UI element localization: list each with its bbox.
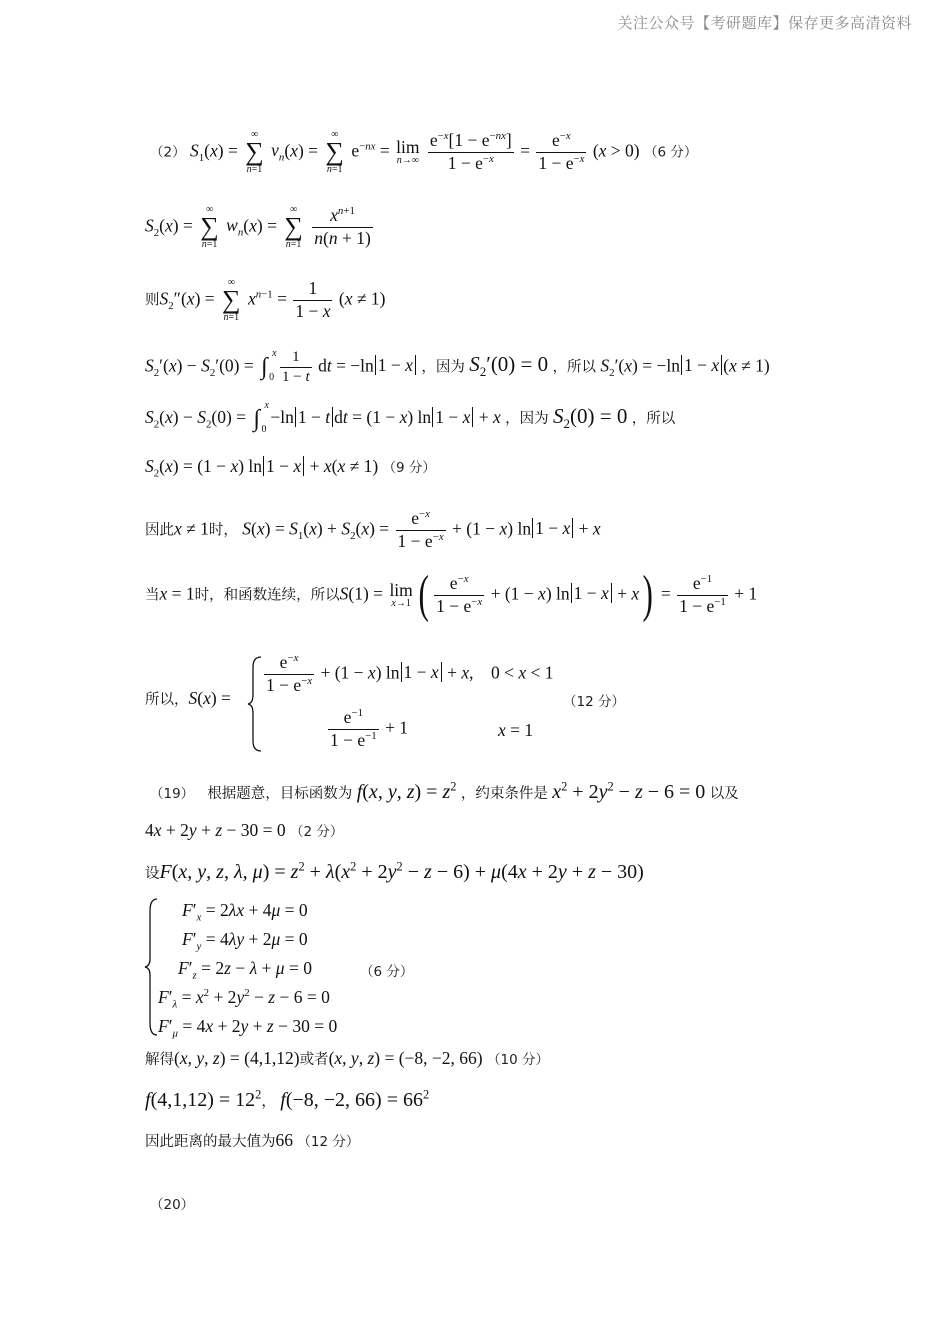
sum-function-line: 因此x ≠ 1时， $S(x) = S_1(x) + S_2(x)$ = $\frac{e^{-x}}{1 - e^{-x}}$ + (1 − x) ln 1 − x + x: [145, 508, 601, 551]
p19-label: （19）: [150, 786, 195, 802]
max-text: 因此距离的最大值为: [145, 1134, 276, 1150]
score-12b: （12 分）: [297, 1134, 360, 1150]
score-9: （9 分）: [382, 460, 436, 476]
so-label: 所以，: [145, 692, 189, 708]
at-one-label: 当: [145, 587, 160, 604]
s2-first-derivative-line: $S_2'(x) - S_2'(0)$ = ∫ x 0 $\frac{1}{1 - t}$ dt = −ln 1 − x ，因为 $S_2'(0) = 0$ ，所以 $S_2'(x) = -\ln$ 1 − x (x ≠ 1): [145, 348, 770, 385]
eq-fz: $F'_z = 2z - \lambda + \mu = 0$: [178, 958, 312, 982]
therefore-label: 因此: [145, 522, 174, 539]
solve-label: 解得: [145, 1052, 174, 1068]
score-6b: （6 分）: [360, 964, 414, 980]
score-6: （6 分）: [644, 144, 698, 161]
at-one-text: 时，和函数连续，所以: [194, 587, 340, 604]
solution-line: 解得(x, y, z) = (4,1,12)或者(x, y, z) = (−8, −2, 66) （10 分）: [145, 1048, 549, 1068]
lagrangian-line: 设F(x, y, z, λ, $\mu) = z^2 + \lambda(x^2 + 2y^2 - z - 6) + \mu(4x + 2y + z - 30)$: [145, 859, 644, 883]
piecewise-case-2-condition: x = 1: [498, 720, 534, 740]
continuity-line: 当x = 1时，和函数连续，所以S(1) = lim x→1 ( $\frac{e^{-x}}{1 - e^{-x}}$ + (1 − x) ln 1 − x + x) = $\frac{e^{-1}}{1 - e^{-1}}$ + 1: [145, 566, 758, 623]
piecewise-label-line: 所以，S(x) =: [145, 688, 231, 708]
s2-result-line: $S_2(x) = (1 - x)$ ln 1 − x + x(x ≠ 1) （9 分）: [145, 456, 436, 480]
conclusion-line: [145, 1132, 359, 1150]
p19-intro-line: （19） 根据题意，目标函数为 f(x, y, $z) = z^2$ ，约束条件是 $x^2 + 2y^2 - z - 6 = 0$ 以及: [150, 779, 739, 803]
let-label: 设: [145, 866, 160, 882]
because-text: ，因为: [421, 359, 465, 376]
p19-constraint-2-line: 4x + 2y + z − 30 = 0 （2 分）: [145, 820, 344, 840]
p20-line: [150, 1195, 194, 1213]
system-brace: [143, 897, 159, 1037]
max-value: 66: [275, 1130, 293, 1150]
watermark: 关注公众号【考研题库】保存更多高清资料: [617, 14, 912, 32]
score-2: （2 分）: [290, 824, 344, 840]
so-text-2: ，所以: [631, 411, 676, 427]
piecewise-case-2: $\frac{e^{-1}}{1 - e^{-1}}$ + 1: [330, 707, 409, 750]
s2-formula-line: $S_2(x)$ = ∞ ∑ n=1 $w_n(x)$ = ∞ ∑ n=1 $\frac{x^{n+1}}{n(n + 1)}$: [145, 204, 371, 250]
piecewise-brace: [247, 655, 263, 753]
s1-formula-line: （2） $S_1(x)$ = ∞ ∑ n=1 $v_n(x)$ = ∞ ∑ n=1 $e^{-nx} = \lim$ n→∞ $\frac{e^{-x}[1 - e^{-nx}]}{1 - e^{-x}}$ = $\frac{e^{-x}}{1 - e^{-x}}$ (x > 0) （6 分）: [150, 129, 698, 175]
evaluation-line: $f(4,1,12) = 12^2$， f(−8, −2, $66) = 66^2$: [145, 1087, 430, 1111]
or-text: 或者: [299, 1052, 329, 1068]
eq-fx: $F'_x = 2\lambda x + 4\mu = 0$: [182, 900, 308, 924]
s2-second-derivative-line: 则$S_2''(x)$ = ∞ ∑ n=1 $x^{n-1}$ = $\frac{1}{1 - x}$ (x ≠ 1): [145, 277, 386, 323]
part-label: （2）: [150, 144, 186, 161]
piecewise-case-1: $\frac{e^{-x}}{1 - e^{-x}}$ + (1 − x) ln 1 − x + x, 0 < x < 1: [266, 652, 554, 695]
piecewise-score-line: [563, 692, 625, 710]
then-label: 则: [145, 292, 160, 309]
eq-fmu: $F'_\mu = 4x + 2y + z - 30 = 0$: [158, 1016, 338, 1040]
score-12: （12 分）: [563, 694, 625, 710]
score-10: （10 分）: [486, 1052, 549, 1068]
p19-and-text: 以及: [709, 786, 739, 802]
p20-label: （20）: [150, 1197, 195, 1213]
s2-integral-line: $S_2(x) - S_2(0)$ = ∫ x 0 −ln 1 − t dt = (1 − x) ln 1 − x + x ，因为 $S_2(0) = 0$ ，所以: [145, 399, 676, 435]
p19-constraint-text: ，约束条件是: [460, 786, 548, 802]
eq-flambda: $F'_\lambda = x^2 + 2y^2 - z - 6 = 0$: [158, 987, 330, 1011]
because-text-2: ，因为: [505, 411, 549, 427]
so-text: ，所以: [552, 359, 597, 376]
eq-fy: $F'_y = 4\lambda y + 2\mu = 0$: [182, 929, 308, 953]
system-score-line: [360, 962, 413, 980]
p19-intro: 根据题意，目标函数为: [207, 786, 353, 802]
therefore-when: 时，: [208, 522, 238, 539]
